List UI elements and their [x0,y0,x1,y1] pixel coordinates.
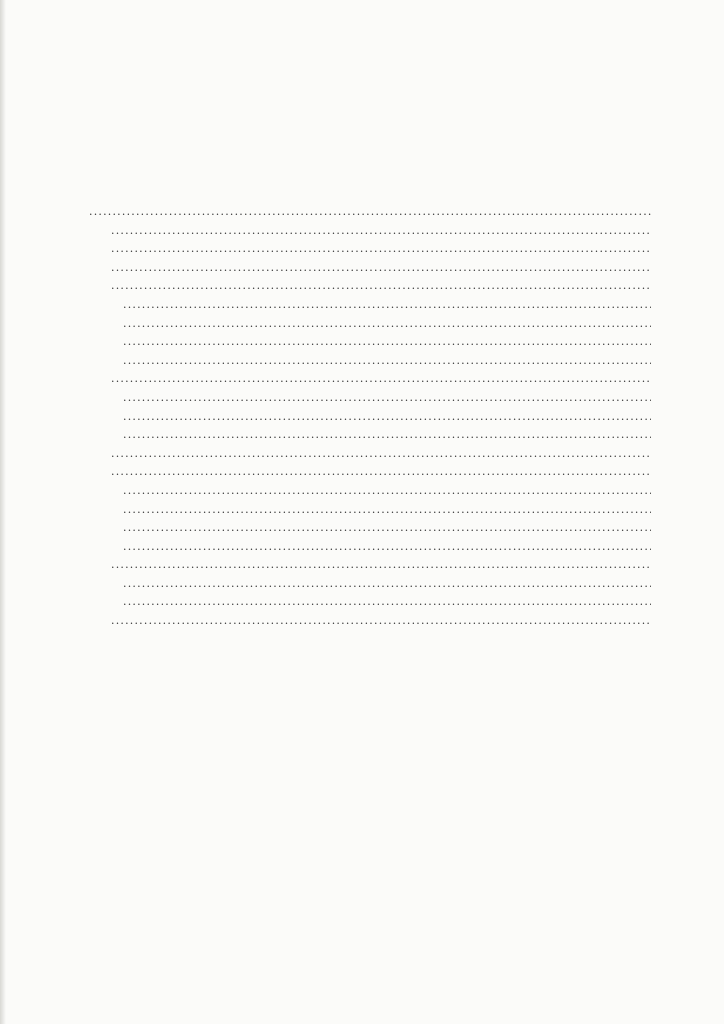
toc-leader-dots [123,392,651,411]
toc-leader-dots [111,225,651,244]
toc-entry[interactable] [88,448,660,467]
toc-leader-dots [111,373,651,392]
toc-entry[interactable] [88,373,660,392]
toc-leader-dots [123,318,651,337]
toc-leader-dots [111,262,651,281]
toc-entry[interactable] [88,225,660,244]
toc-entry[interactable] [88,578,660,597]
toc-entry[interactable] [88,485,660,504]
table-of-contents [88,206,660,634]
toc-leader-dots [123,504,651,523]
toc-leader-dots [89,206,651,225]
toc-leader-dots [111,243,651,262]
toc-leader-dots [123,299,651,318]
scan-edge-shadow [0,0,6,1024]
toc-entry[interactable] [88,280,660,299]
toc-leader-dots [123,355,651,374]
toc-leader-dots [111,466,651,485]
toc-leader-dots [111,559,651,578]
toc-entry[interactable] [88,541,660,560]
toc-leader-dots [123,429,651,448]
toc-entry[interactable] [88,466,660,485]
toc-entry[interactable] [88,559,660,578]
toc-leader-dots [123,411,651,430]
toc-leader-dots [111,448,651,467]
toc-leader-dots [123,596,651,615]
toc-entry[interactable] [88,336,660,355]
toc-entry[interactable] [88,429,660,448]
toc-entry[interactable] [88,392,660,411]
toc-leader-dots [123,485,651,504]
toc-entry[interactable] [88,299,660,318]
toc-leader-dots [123,578,651,597]
toc-entry[interactable] [88,522,660,541]
toc-leader-dots [123,541,651,560]
toc-entry[interactable] [88,411,660,430]
toc-entry[interactable] [88,615,660,634]
toc-entry[interactable] [88,243,660,262]
toc-entry[interactable] [88,355,660,374]
toc-leader-dots [111,280,651,299]
toc-entry[interactable] [88,262,660,281]
toc-leader-dots [123,336,651,355]
toc-entry[interactable] [88,206,660,225]
toc-leader-dots [123,522,651,541]
toc-entry[interactable] [88,504,660,523]
toc-entry[interactable] [88,318,660,337]
toc-entry[interactable] [88,596,660,615]
toc-leader-dots [111,615,651,634]
